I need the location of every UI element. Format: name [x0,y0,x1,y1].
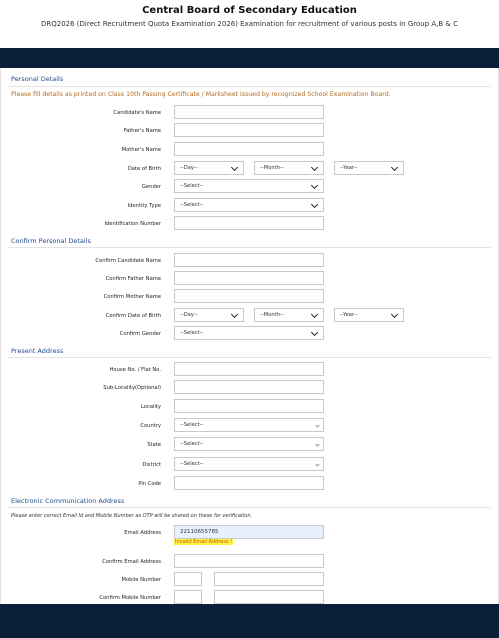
section-personal-details: Personal Details [11,75,64,83]
chevron-down-icon [391,311,398,318]
district-label: District [142,462,161,468]
father-name-text: Father's Name [123,128,161,134]
confirm-dob-label: Confirm Date of Birth [105,313,161,319]
confirm-candidate-name-input[interactable] [174,253,324,267]
identity-type-value: --Select-- [180,202,204,208]
sublocality-label: Sub-Locality(Optional) [103,385,161,391]
country-select[interactable] [174,418,324,432]
gender-label: Gender [141,184,161,190]
confirm-gender-value: --Select-- [180,330,204,336]
pin-code-label: Pin Code [138,481,161,487]
mobile-country-code-input[interactable] [174,572,202,586]
confirm-mobile-label: Confirm Mobile Number [99,595,161,601]
father-name-input[interactable] [174,123,324,137]
divider [8,247,491,248]
confirm-father-name-label: Confirm Father Name [105,276,161,282]
confirm-gender-label: Confirm Gender [119,331,161,337]
confirm-email-input[interactable] [174,554,324,568]
chevron-down-icon [311,164,318,171]
confirm-candidate-name-label: Confirm Candidate Name [95,258,161,264]
confirm-dob-day-value: --Day-- [180,312,198,318]
mother-name-input[interactable] [174,142,324,156]
form-instruction: Please fill details as printed on Class 10th Passing Certificate / Marksheet issued by recognized School Examination Board. [11,91,391,98]
dob-month-select[interactable] [254,161,324,175]
dob-label: Date of Birth [127,166,161,172]
confirm-email-label: Confirm Email Address [102,559,161,565]
confirm-gender-select[interactable] [174,326,324,340]
gender-select[interactable] [174,179,324,193]
otp-note: Please enter correct Email Id and Mobile Number as OTP will be shared on these for verification. [11,513,253,519]
district-select[interactable] [174,457,324,471]
pin-code-input[interactable] [174,476,324,490]
email-error-message: Invalid Email Address ! [175,539,233,545]
chevron-down-icon [391,164,398,171]
chevron-down-icon [231,164,238,171]
bottom-bar [0,604,499,638]
house-input[interactable] [174,362,324,376]
chevron-down-icon [315,423,319,427]
identification-number-label: Identification Number [104,221,161,227]
confirm-dob-year-select[interactable] [334,308,404,322]
state-select[interactable] [174,437,324,451]
country-value: --Select-- [180,422,204,428]
dob-month-value: --Month-- [260,165,284,171]
section-confirm-personal-details: Confirm Personal Details [11,237,91,245]
confirm-dob-day-select[interactable] [174,308,244,322]
confirm-mobile-country-code-input[interactable] [174,590,202,604]
identity-type-select[interactable] [174,198,324,212]
confirm-mobile-number-input[interactable] [214,590,324,604]
email-label: Email Address [124,530,161,536]
locality-label: Locality [141,404,161,410]
page-title: Central Board of Secondary Education [142,5,357,16]
dob-day-select[interactable] [174,161,244,175]
chevron-down-icon [311,329,318,336]
dob-day-value: --Day-- [180,165,198,171]
confirm-dob-year-value: --Year-- [340,312,358,318]
confirm-dob-month-select[interactable] [254,308,324,322]
sublocality-input[interactable] [174,380,324,394]
chevron-down-icon [311,182,318,189]
chevron-down-icon [315,462,319,466]
confirm-dob-month-value: --Month-- [260,312,284,318]
chevron-down-icon [311,201,318,208]
confirm-mother-name-label: Confirm Mother Name [103,294,161,300]
dob-year-value: --Year-- [340,165,358,171]
state-label: State [147,442,161,448]
chevron-down-icon [231,311,238,318]
mobile-label: Mobile Number [121,577,161,583]
house-label: House No. / Flat No. [109,367,161,373]
page-subtitle: DRQ2026 (Direct Recruitment Quota Examination 2026) Examination for recruitment of various posts in Group A,B & C [40,20,458,28]
country-label: Country [140,423,161,429]
email-input[interactable]: 22110655785 [174,525,324,539]
candidate-name-field[interactable] [174,105,324,119]
identification-number-input[interactable] [174,216,324,230]
dob-year-select[interactable] [334,161,404,175]
chevron-down-icon [315,442,319,446]
top-nav-bar [0,48,499,68]
confirm-mother-name-input[interactable] [174,289,324,303]
candidate-name-text: Candidate's Name [113,110,161,116]
divider [8,86,491,87]
mobile-number-input[interactable] [214,572,324,586]
section-present-address: Present Address [11,347,64,355]
mother-name-label: Mother's Name [121,147,161,153]
divider [8,507,491,508]
gender-value: --Select-- [180,183,204,189]
confirm-father-name-input[interactable] [174,271,324,285]
identity-type-label: Identity Type [127,203,161,209]
divider [8,357,491,358]
section-electronic-communication: Electronic Communication Address [11,497,125,505]
locality-input[interactable] [174,399,324,413]
district-value: --Select-- [180,461,204,467]
page-header [0,0,499,48]
state-value: --Select-- [180,441,204,447]
chevron-down-icon [311,311,318,318]
